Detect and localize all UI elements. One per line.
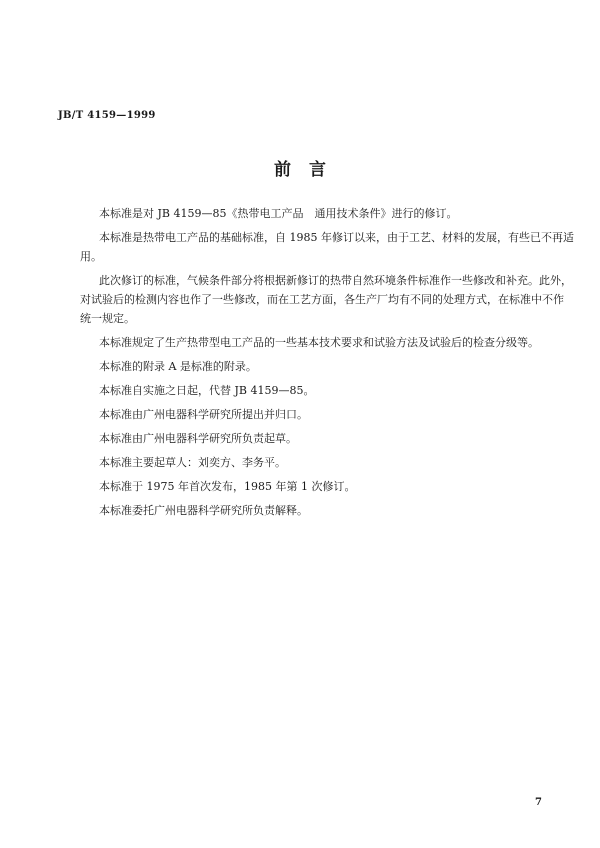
page-number: 7 [535,797,542,808]
paragraph-line: 此次修订的标准，气候条件部分将根据新修订的热带自然环境条件标准作一些修改和补充。此外， [99,274,572,287]
paragraph [80,405,545,424]
standard-number-header: JB/T 4159—1999 [58,110,156,121]
paragraph [80,271,572,328]
paragraph-line: 本标准由广州电器科学研究所提出并归口。 [99,408,308,421]
paragraph-line: 用。 [80,250,102,263]
paragraph-line: 本标准的附录 A 是标准的附录。 [99,360,257,373]
document-body [80,204,574,525]
paragraph-line: 本标准委托广州电器科学研究所负责解释。 [99,504,308,517]
paragraph-line: 本标准由广州电器科学研究所负责起草。 [99,432,297,445]
paragraph-line: 本标准是对 JB 4159—85《热带电工产品 通用技术条件》进行的修订。 [99,207,458,220]
paragraph-line: 本标准是热带电工产品的基础标准，自 1985 年修订以来，由于工艺、材料的发展，有些已不再适 [99,231,574,244]
paragraph-line: 对试验后的检测内容也作了一些修改，而在工艺方面，各生产厂均有不同的处理方式，在标准中不作 [80,293,564,306]
paragraph-line: 本标准主要起草人：刘奕方、李务平。 [99,456,286,469]
paragraph-line: 本标准于 1975 年首次发布，1985 年第 1 次修订。 [99,480,356,493]
paragraph [80,453,545,472]
paragraph [80,333,545,352]
paragraph [80,228,574,266]
paragraph [80,381,545,400]
paragraph [80,357,545,376]
paragraph [80,429,545,448]
paragraph [80,204,545,223]
paragraph [80,501,545,520]
paragraph-line: 本标准规定了生产热带型电工产品的一些基本技术要求和试验方法及试验后的检查分级等。 [99,336,539,349]
paragraph-line: 统一规定。 [80,312,135,325]
paragraph-line: 本标准自实施之日起，代替 JB 4159—85。 [99,384,315,397]
paragraph [80,477,545,496]
page-title: 前言 [274,160,344,180]
